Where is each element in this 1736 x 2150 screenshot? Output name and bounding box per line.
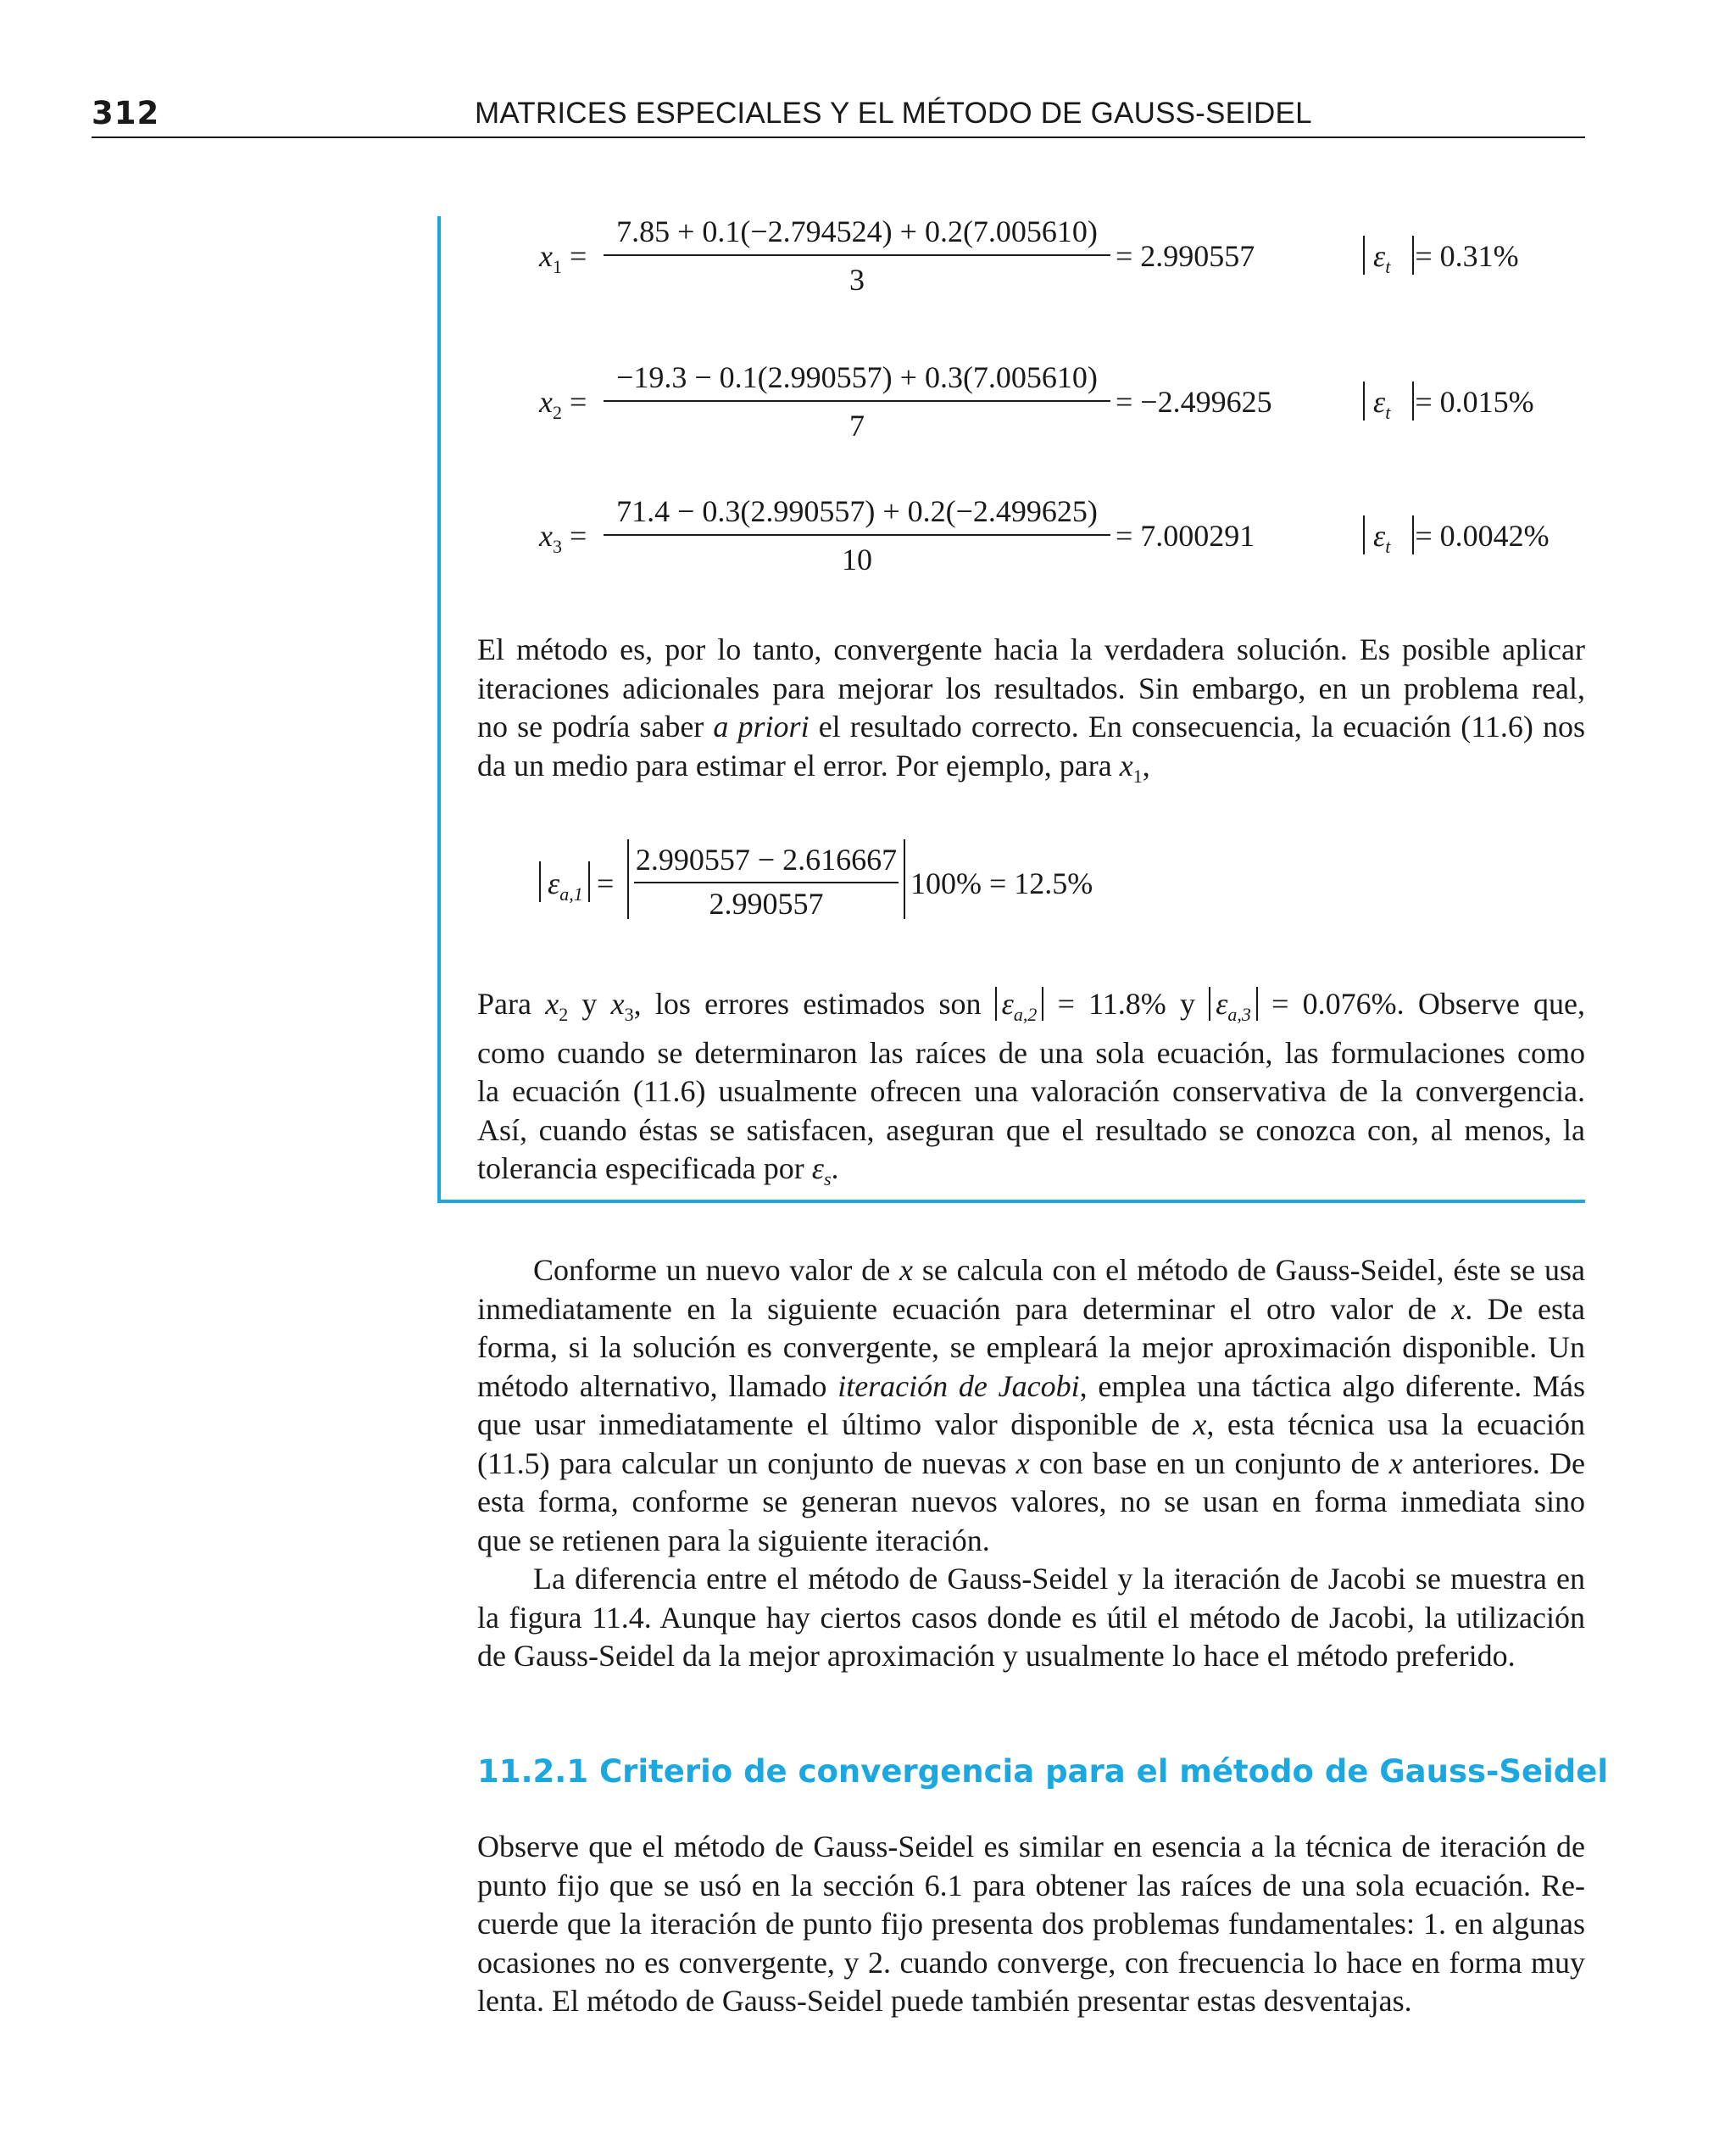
paragraph-line: forma, si la solución es convergente, se empleará la mejor aproximación disponible. Un: [477, 1330, 1585, 1364]
equation-x3-denominator: 10: [842, 543, 872, 576]
equation-x3-error: $\varepsilon_t$ = 0.0042%: [1363, 521, 1550, 556]
paragraph-difference: [477, 1560, 1585, 1676]
paragraph-line: Para $x_2$ y $x_3$, los errores estimados son $\varepsilon_{a,2} = 11.8\%$ y $\varepsilon_{a,3} = 0.076\%$. Observe que,: [477, 987, 1585, 1025]
paragraph-line: Conforme un nuevo valor de x se calcula con el método de Gauss-Seidel, éste se usa: [533, 1253, 1585, 1287]
equation-x1-lhs: $x_1$ =: [539, 239, 587, 277]
paragraph-line: punto fijo que se usó en la sección 6.1 para obtener las raíces de una sola ecuación. Re-: [477, 1868, 1585, 1902]
equation-x2-numerator: −19.3 − 0.1(2.990557) + 0.3(7.005610): [616, 360, 1098, 394]
equation-x1-result: = 2.990557: [1116, 239, 1255, 273]
paragraph-line: la figura 11.4. Aunque hay ciertos casos donde es útil el método de Jacobi, la utilización: [477, 1600, 1585, 1635]
example-box-left-rule: [437, 216, 441, 1203]
paragraph-jacobi: [477, 1251, 1585, 1560]
paragraph-line: Observe que el método de Gauss-Seidel es similar en esencia a la técnica de iteración de: [477, 1830, 1585, 1863]
paragraph-line: no se podría saber a priori el resultado correcto. En consecuencia, la ecuación (11.6) nos: [477, 710, 1585, 744]
equation-x2-result: = −2.499625: [1116, 385, 1272, 419]
paragraph-line: lenta. El método de Gauss-Seidel puede también presentar estas desventajas.: [477, 1984, 1412, 2018]
paragraph-line: Así, cuando éstas se satisfacen, aseguran que el resultado se conozca con, al menos, la: [477, 1112, 1585, 1147]
paragraph-line: que usar inmediatamente el último valor disponible de x, esta técnica usa la ecuación: [477, 1407, 1585, 1441]
paragraph-line: esta forma, conforme se generan nuevos valores, no se usan en forma inmediata sino: [477, 1484, 1585, 1518]
paragraph-fixed-point: [477, 1828, 1585, 2021]
header-rule: [92, 136, 1585, 138]
equation-x1-error: $\varepsilon_t$ = 0.31%: [1363, 241, 1519, 276]
equation-x2-fraction-bar: [604, 400, 1110, 402]
example-box-bottom-rule: [437, 1200, 1585, 1203]
paragraph-line: El método es, por lo tanto, convergente hacia la verdadera solución. Es posible aplicar: [477, 632, 1585, 666]
equation-x3-numerator: 71.4 − 0.3(2.990557) + 0.2(−2.499625): [616, 494, 1098, 528]
section-heading: 11.2.1 Criterio de convergencia para el método de Gauss-Seidel: [477, 1753, 1609, 1790]
paragraph-line: cuerde que la iteración de punto fijo presenta dos problemas fundamentales: 1. en algunas: [477, 1907, 1585, 1941]
equation-x2-denominator: 7: [849, 409, 865, 443]
paragraph-line: tolerancia especificada por $\varepsilon_s$.: [477, 1151, 839, 1189]
paragraph-line: método alternativo, llamado iteración de Jacobi, emplea una táctica algo diferente. Más: [477, 1368, 1585, 1403]
paragraph-line: como cuando se determinaron las raíces de una sola ecuación, las formulaciones como: [477, 1035, 1585, 1070]
equation-x3-result: = 7.000291: [1116, 519, 1255, 553]
equation-error-a1-fraction-bar: [634, 882, 899, 883]
paragraph-line: (11.5) para calcular un conjunto de nuevas x con base en un conjunto de x anteriores. De: [477, 1445, 1586, 1480]
equation-x1-fraction-bar: [604, 254, 1110, 256]
paragraph-line: que se retienen para la siguiente iteración.: [477, 1523, 990, 1557]
equation-error-a1-numerator: 2.990557 − 2.616667: [635, 843, 898, 877]
equation-x1-numerator: 7.85 + 0.1(−2.794524) + 0.2(7.005610): [616, 214, 1098, 248]
equation-x2-error: $\varepsilon_t$ = 0.015%: [1363, 387, 1534, 422]
paragraph-line: iteraciones adicionales para mejorar los resultados. Sin embargo, en un problema real,: [477, 671, 1585, 705]
paragraph-line: La diferencia entre el método de Gauss-Seidel y la iteración de Jacobi se muestra en: [533, 1562, 1585, 1596]
equation-error-a1-tail: 100% = 12.5%: [910, 866, 1093, 900]
paragraph-line: ocasiones no es convergente, y 2. cuando converge, con frecuencia lo hace en forma muy: [477, 1945, 1585, 1980]
equation-x3-fraction-bar: [604, 534, 1110, 536]
paragraph-line: la ecuación (11.6) usualmente ofrecen una valoración conservativa de la convergencia.: [477, 1074, 1585, 1108]
equation-x1-denominator: 3: [849, 263, 865, 297]
page-number: 312: [92, 95, 160, 131]
paragraph-line: inmediatamente en la siguiente ecuación para determinar el otro valor de x. De esta: [477, 1291, 1585, 1326]
equation-x3-lhs: $x_3$ =: [539, 519, 587, 557]
paragraph-convergence: [477, 631, 1585, 795]
equation-error-a1-denominator: 2.990557: [709, 887, 824, 921]
running-title: MATRICES ESPECIALES Y EL MÉTODO DE GAUSS-SEIDEL: [475, 97, 1312, 130]
paragraph-line: de Gauss-Seidel da la mejor aproximación y usualmente lo hace el método preferido.: [477, 1639, 1516, 1673]
paragraph-estimated-errors: [477, 985, 1585, 1199]
paragraph-line: da un medio para estimar el error. Por ejemplo, para $x_1$,: [477, 748, 1150, 787]
equation-x2-lhs: $x_2$ =: [539, 385, 587, 423]
